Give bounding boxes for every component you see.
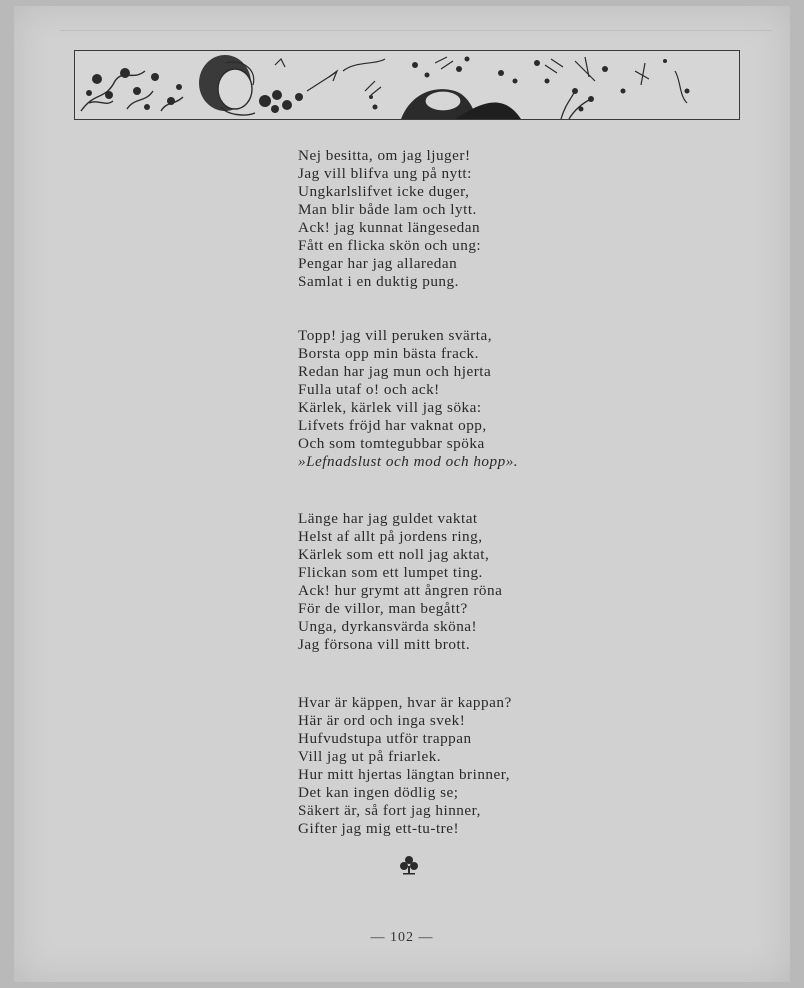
poem-line: Unga, dyrkansvärda sköna! <box>298 618 478 635</box>
poem-line: Vill jag ut på friarlek. <box>298 748 442 765</box>
poem-line: Samlat i en duktig pung. <box>298 273 459 290</box>
poem-line: Redan har jag mun och hjerta <box>298 363 492 380</box>
stanza-3 <box>298 510 618 654</box>
poem-line: Pengar har jag allaredan <box>298 255 458 272</box>
stanza-1 <box>298 147 618 291</box>
poem-line: Jag försona vill mitt brott. <box>298 636 471 653</box>
page-number: — 102 — <box>370 930 434 945</box>
poem-line-quote: »Lefnadslust och mod och hopp». <box>298 453 519 470</box>
poem-line: Borsta opp min bästa frack. <box>298 345 479 362</box>
poem-line: Fulla utaf o! och ack! <box>298 381 440 398</box>
poem-line: Jag vill blifva ung på nytt: <box>298 165 472 182</box>
poem-line: Hufvudstupa utför trappan <box>298 730 472 747</box>
poem-line: För de villor, man begått? <box>298 600 468 617</box>
poem-line: Fått en flicka skön och ung: <box>298 237 482 254</box>
clover-ornament-icon <box>398 854 420 876</box>
poem-line: Säkert är, så fort jag hinner, <box>298 802 481 819</box>
poem-line: Kärlek som ett noll jag aktat, <box>298 546 490 563</box>
poem-line: Man blir både lam och lytt. <box>298 201 477 218</box>
poem-line: Gifter jag mig ett-tu-tre! <box>298 820 460 837</box>
poem <box>298 147 618 874</box>
poem-line: Hur mitt hjertas längtan brinner, <box>298 766 511 783</box>
poem-line: Hvar är käppen, hvar är kappan? <box>298 694 512 711</box>
poem-line: Kärlek, kärlek vill jag söka: <box>298 399 482 416</box>
poem-line: Ack! hur grymt att ångren röna <box>298 582 503 599</box>
poem-line: Det kan ingen dödlig se; <box>298 784 459 801</box>
stanza-4 <box>298 694 618 838</box>
poem-line: Lifvets fröjd har vaknat opp, <box>298 417 487 434</box>
poem-line: Helst af allt på jordens ring, <box>298 528 483 545</box>
stanza-2 <box>298 327 618 471</box>
poem-line: Och som tomtegubbar spöka <box>298 435 485 452</box>
banner-drawing <box>75 51 739 119</box>
poem-line: Topp! jag vill peruken svärta, <box>298 327 493 344</box>
poem-line: Här är ord och inga svek! <box>298 712 466 729</box>
poem-line: Ack! jag kunnat längesedan <box>298 219 481 236</box>
poem-line: Nej besitta, om jag ljuger! <box>298 147 471 164</box>
poem-line: Ungkarlslifvet icke duger, <box>298 183 470 200</box>
poem-line: Flickan som ett lumpet ting. <box>298 564 483 581</box>
poem-line: Länge har jag guldet vaktat <box>298 510 478 527</box>
decorative-banner-illustration <box>74 50 740 120</box>
